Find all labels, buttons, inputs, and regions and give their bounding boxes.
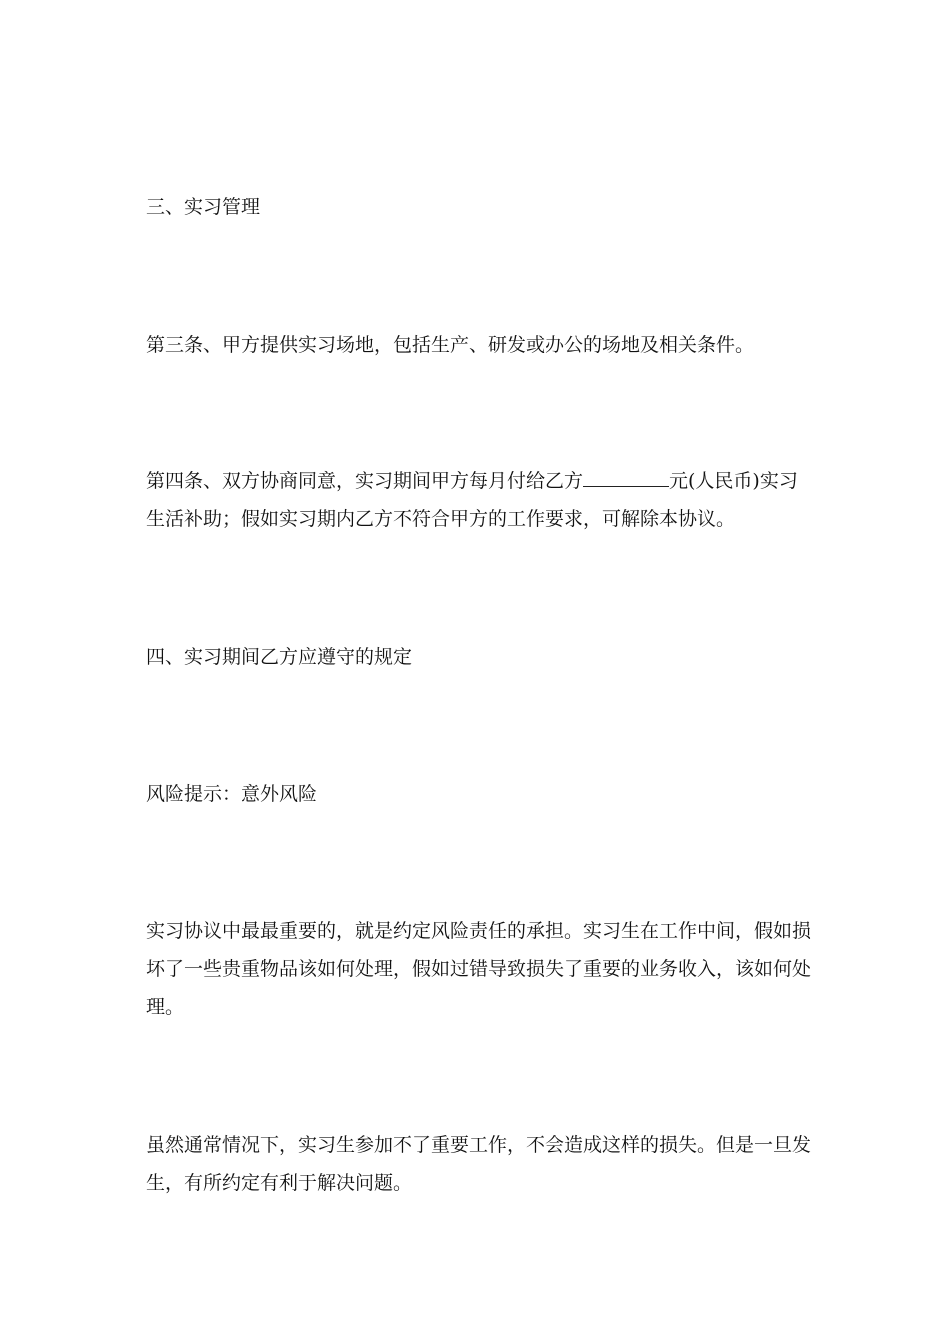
article-4-paragraph — [146, 462, 811, 538]
article-3-paragraph: 第三条、甲方提供实习场地，包括生产、研发或办公的场地及相关条件。 — [146, 334, 755, 356]
section-heading-rules: 四、实习期间乙方应遵守的规定 — [146, 646, 413, 668]
article-4-text-after-blank: 元(人民币)实习生活补助；假如实习期内乙方不符合甲方的工作要求，可解除本协议。 — [146, 470, 798, 530]
amount-blank-line — [583, 468, 669, 487]
risk-paragraph-2: 虽然通常情况下，实习生参加不了重要工作，不会造成这样的损失。但是一旦发生，有所约定有利于解决问题。 — [146, 1134, 812, 1194]
risk-notice-title: 风险提示：意外风险 — [146, 783, 318, 805]
section-heading-internship-management: 三、实习管理 — [146, 196, 261, 218]
risk-paragraph-1: 实习协议中最最重要的，就是约定风险责任的承担。实习生在工作中间，假如损坏了一些贵重物品该如何处理，假如过错导致损失了重要的业务收入，该如何处理。 — [146, 920, 812, 1018]
article-4-text-before-blank: 第四条、双方协商同意，实习期间甲方每月付给乙方 — [146, 470, 584, 492]
